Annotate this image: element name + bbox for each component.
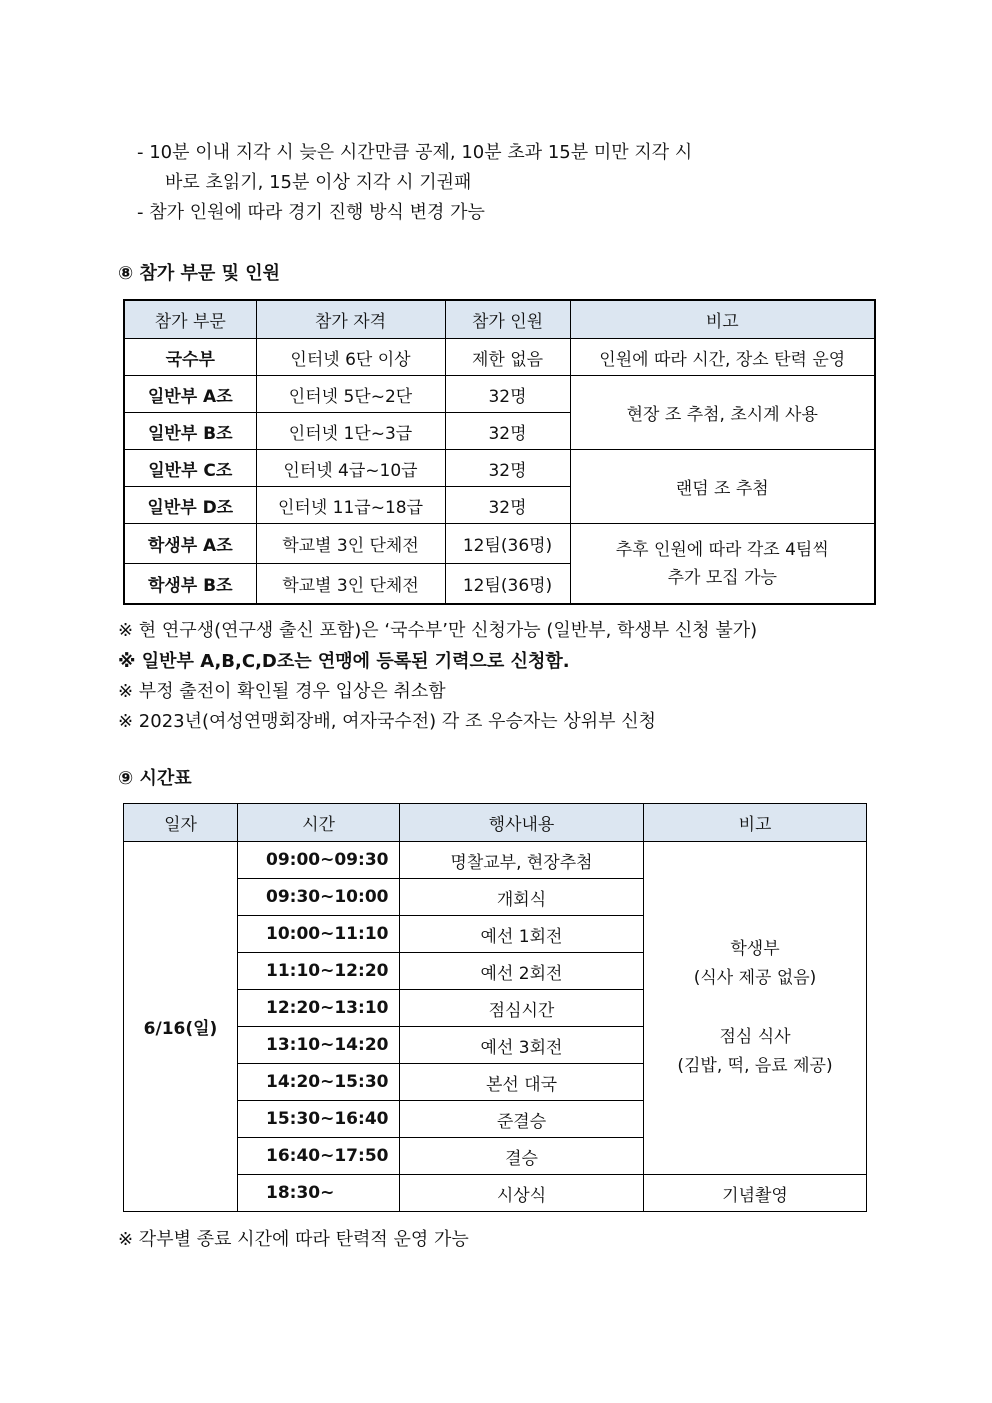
qualification-cell: 인터넷 4급~10급 xyxy=(256,450,445,487)
qualification-cell: 학교별 3인 단체전 xyxy=(256,564,445,605)
table-header-row xyxy=(124,804,867,842)
schedule-table xyxy=(123,803,867,1212)
qualification-cell: 인터넷 11급~18급 xyxy=(256,487,445,524)
header-date: 일자 xyxy=(124,804,238,842)
time-cell: 10:00~11:10 xyxy=(238,916,400,953)
note-line: 추후 인원에 따라 각조 4팀씩 xyxy=(615,539,829,560)
note-line: (김밥, 떡, 음료 제공) xyxy=(677,1056,833,1076)
note-disqualification: ※ 부정 출전이 확인될 경우 입상은 취소함 xyxy=(118,681,446,702)
rule-late-arrival-line2: 바로 초읽기, 15분 이상 지각 시 기권패 xyxy=(165,172,472,193)
note-line: 학생부 xyxy=(730,939,780,959)
header-count: 참가 인원 xyxy=(445,300,570,339)
table-header-row xyxy=(124,300,875,339)
qualification-cell: 학교별 3인 단체전 xyxy=(256,524,445,564)
qualification-cell: 인터넷 1단~3급 xyxy=(256,413,445,450)
division-cell: 일반부 A조 xyxy=(124,376,256,413)
header-event: 행사내용 xyxy=(400,804,644,842)
section-9-title: ⑨ 시간표 xyxy=(118,768,192,789)
event-cell: 점심시간 xyxy=(400,990,644,1027)
header-note: 비고 xyxy=(644,804,867,842)
qualification-cell: 인터넷 5단~2단 xyxy=(256,376,445,413)
time-cell: 12:20~13:10 xyxy=(238,990,400,1027)
event-cell: 시상식 xyxy=(400,1175,644,1212)
event-cell: 결승 xyxy=(400,1138,644,1175)
event-cell: 본선 대국 xyxy=(400,1064,644,1101)
time-cell: 13:10~14:20 xyxy=(238,1027,400,1064)
time-cell: 09:00~09:30 xyxy=(238,842,400,879)
division-table xyxy=(123,299,876,605)
table-row xyxy=(124,376,875,413)
count-cell: 12팀(36명) xyxy=(445,564,570,605)
note-cell: 인원에 따라 시간, 장소 탄력 운영 xyxy=(570,339,875,376)
time-cell: 14:20~15:30 xyxy=(238,1064,400,1101)
count-cell: 32명 xyxy=(445,450,570,487)
event-cell: 명찰교부, 현장추첨 xyxy=(400,842,644,879)
division-cell: 일반부 C조 xyxy=(124,450,256,487)
division-cell: 국수부 xyxy=(124,339,256,376)
division-cell: 학생부 A조 xyxy=(124,524,256,564)
note-cell: 현장 조 추첨, 초시계 사용 xyxy=(570,376,875,450)
time-cell: 11:10~12:20 xyxy=(238,953,400,990)
event-cell: 준결승 xyxy=(400,1101,644,1138)
event-cell: 개회식 xyxy=(400,879,644,916)
time-cell: 18:30~ xyxy=(238,1175,400,1212)
note-flexible-operation: ※ 각부별 종료 시간에 따라 탄력적 운영 가능 xyxy=(118,1229,469,1250)
time-cell: 09:30~10:00 xyxy=(238,879,400,916)
count-cell: 제한 없음 xyxy=(445,339,570,376)
event-cell: 예선 1회전 xyxy=(400,916,644,953)
time-cell: 16:40~17:50 xyxy=(238,1138,400,1175)
date-cell: 6/16(일) xyxy=(124,842,238,1212)
count-cell: 12팀(36명) xyxy=(445,524,570,564)
note-cell xyxy=(570,524,875,605)
table-row xyxy=(124,524,875,564)
note-line: 추가 모집 가능 xyxy=(667,567,777,588)
division-cell: 일반부 B조 xyxy=(124,413,256,450)
rule-format-change: - 참가 인원에 따라 경기 진행 방식 변경 가능 xyxy=(137,202,485,223)
note-line: 점심 식사 xyxy=(719,1027,791,1047)
header-qualification: 참가 자격 xyxy=(256,300,445,339)
rule-late-arrival-line1: - 10분 이내 지각 시 늦은 시간만큼 공제, 10분 초과 15분 미만 지각 시 xyxy=(137,142,693,163)
count-cell: 32명 xyxy=(445,376,570,413)
qualification-cell: 인터넷 6단 이상 xyxy=(256,339,445,376)
note-winners-upgrade: ※ 2023년(여성연맹회장배, 여자국수전) 각 조 우승자는 상위부 신청 xyxy=(118,711,657,732)
table-row xyxy=(124,842,867,879)
header-note: 비고 xyxy=(570,300,875,339)
table-row xyxy=(124,450,875,487)
division-cell: 학생부 B조 xyxy=(124,564,256,605)
note-rank-registration: ※ 일반부 A,B,C,D조는 연맹에 등록된 기력으로 신청함. xyxy=(118,651,570,672)
count-cell: 32명 xyxy=(445,413,570,450)
note-line: (식사 제공 없음) xyxy=(693,968,817,988)
note-cell: 기념촬영 xyxy=(644,1175,867,1212)
event-cell: 예선 3회전 xyxy=(400,1027,644,1064)
note-research-students: ※ 현 연구생(연구생 출신 포함)은 ‘국수부’만 신청가능 (일반부, 학생부 신청 불가) xyxy=(118,620,758,641)
note-cell: 랜덤 조 추첨 xyxy=(570,450,875,524)
time-cell: 15:30~16:40 xyxy=(238,1101,400,1138)
section-8-title: ⑧ 참가 부문 및 인원 xyxy=(118,263,281,284)
count-cell: 32명 xyxy=(445,487,570,524)
division-cell: 일반부 D조 xyxy=(124,487,256,524)
meal-note-cell xyxy=(644,842,867,1175)
header-time: 시간 xyxy=(238,804,400,842)
header-division: 참가 부문 xyxy=(124,300,256,339)
table-row xyxy=(124,339,875,376)
event-cell: 예선 2회전 xyxy=(400,953,644,990)
